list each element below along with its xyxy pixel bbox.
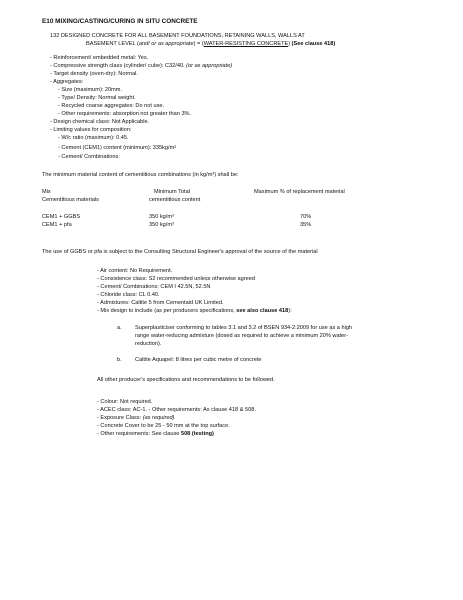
table-header-mix: Mix [42, 189, 51, 195]
spec-agg-recycled: - Recycled coarse aggregates: Do not use. [58, 103, 165, 109]
mix-design-text: - Mix design to include (as per producers specifications, [97, 308, 237, 314]
spec-density: - Target density (oven-dry): Normal. [50, 71, 138, 77]
final-acec: - ACEC class: AC-1. - Other requirements: As clause 418 & 508. [97, 407, 256, 413]
table-subheader-content: cementitious content [149, 197, 201, 203]
spec-agg-size: - Size (maximum): 20mm. [58, 87, 123, 93]
final-other-text: - Other requirements: See clause [97, 431, 181, 437]
mix-design [97, 308, 292, 315]
ggbs-text: The use of GGBS or pfa is subject to the Consulting Structural Engineer's approval of the source of the material [42, 249, 318, 255]
table-header-max-replacement: Maximum % of replacement material [254, 189, 345, 195]
clause-132-reference: (See clause 418) [291, 41, 336, 47]
list-item-a-line2: range water-reducing admixture (dosed as required to achieve a minimum 20% water- [135, 333, 348, 339]
final-cover: - Concrete Cover to be 25 - 50 mm at the top surface. [97, 423, 230, 429]
spec-cement-content [58, 145, 176, 152]
spec-limiting: - Limiting values for composition: [50, 127, 132, 133]
list-marker-b: b. [117, 357, 122, 363]
final-other [97, 431, 214, 438]
spec-wc-ratio: - W/c ratio (maximum): 0.45. [58, 135, 129, 141]
section-heading: E10 MIXING/CASTING/CURING IN SITU CONCRETE [42, 18, 198, 25]
spec-chemical: - Design chemical class: Not Applicable. [50, 119, 150, 125]
mix-chloride: - Chloride class: CL 0.40. [97, 292, 160, 298]
clause-132-text: ) [288, 41, 292, 47]
table-subheader-materials: Cementitious materials [42, 197, 99, 203]
final-exposure-note: (as required) [142, 415, 175, 421]
spec-strength-text: - Compressive strength class (cylinder/ cube): C32/40. [50, 63, 187, 69]
clause-132-text: BASEMENT LEVEL ( [86, 41, 139, 47]
spec-cement-text: - Cement (CEM1) content (minimum): 335kg/m [58, 145, 175, 151]
table-cell: CEM1 + pfa [42, 222, 72, 228]
spec-strength-note: (or as appropriate) [186, 63, 233, 69]
list-item-a-line3: reduction). [135, 341, 162, 347]
spec-agg-type: - Type/ Density: Normal weight. [58, 95, 136, 101]
spec-aggregates: - Aggregates: [50, 79, 84, 85]
min-content-text: The minimum material content of cementitious combinations (in kg/m³) shall be: [42, 172, 239, 178]
superscript: 3 [174, 145, 177, 149]
table-cell: 70% [300, 214, 312, 220]
table-cell: 35% [300, 222, 312, 228]
table-cell: 350 kg/m³ [149, 214, 174, 220]
table-header-min-total: Minimum Total [154, 189, 190, 195]
producer-text: All other producer's specifications and recommendations to be followed. [97, 377, 275, 383]
mix-air: - Air content: No Requirement. [97, 268, 173, 274]
mix-consistence: - Consistence class: S2 recommended unless otherwise agreed [97, 276, 255, 282]
list-item-a-line1: Superplasticiser conforming to tables 3.1 and 3.2 of BSEN 934-2:2009 for use as a high [135, 325, 353, 331]
spec-cement-combos: - Cement/ Combinations: [58, 154, 120, 160]
spec-strength [50, 63, 232, 70]
table-cell: CEM1 + GGBS [42, 214, 81, 220]
final-exposure [97, 415, 174, 422]
spec-agg-other: - Other requirements: absorption not greater than 3%. [58, 111, 192, 117]
clause-132-italic: and/ or as appropriate [138, 41, 194, 47]
clause-132-line1: 132 DESIGNED CONCRETE FOR ALL BASEMENT FOUNDATIONS, RETAINING WALLS, WALLS AT [50, 33, 305, 39]
clause-132-line2 [86, 41, 335, 48]
clause-132-text: ) = ( [193, 41, 204, 47]
clause-132-underlined: WATER-RESISTING CONCRETE [203, 41, 289, 47]
final-colour: - Colour: Not required. [97, 399, 153, 405]
spec-reinforcement: - Reinforcement/ embedded metal: Yes. [50, 55, 149, 61]
mix-admixtures: - Admixtures: Caltite 5 from Cementaid UK Limited. [97, 300, 224, 306]
mix-design-reference: see also clause 418 [236, 308, 289, 314]
final-other-reference: 508 (testing) [180, 431, 214, 437]
list-marker-a: a. [117, 325, 122, 331]
mix-cement: - Cement/ Combinations: CEM I 42.5N, 52.5N [97, 284, 211, 290]
mix-design-text: ): [288, 308, 292, 314]
final-exposure-text: - Exposure Class: [97, 415, 143, 421]
list-item-b-line1: Caltite Aquapel: 8 litres per cubic metre of concrete [135, 357, 262, 363]
table-cell: 350 kg/m³ [149, 222, 174, 228]
